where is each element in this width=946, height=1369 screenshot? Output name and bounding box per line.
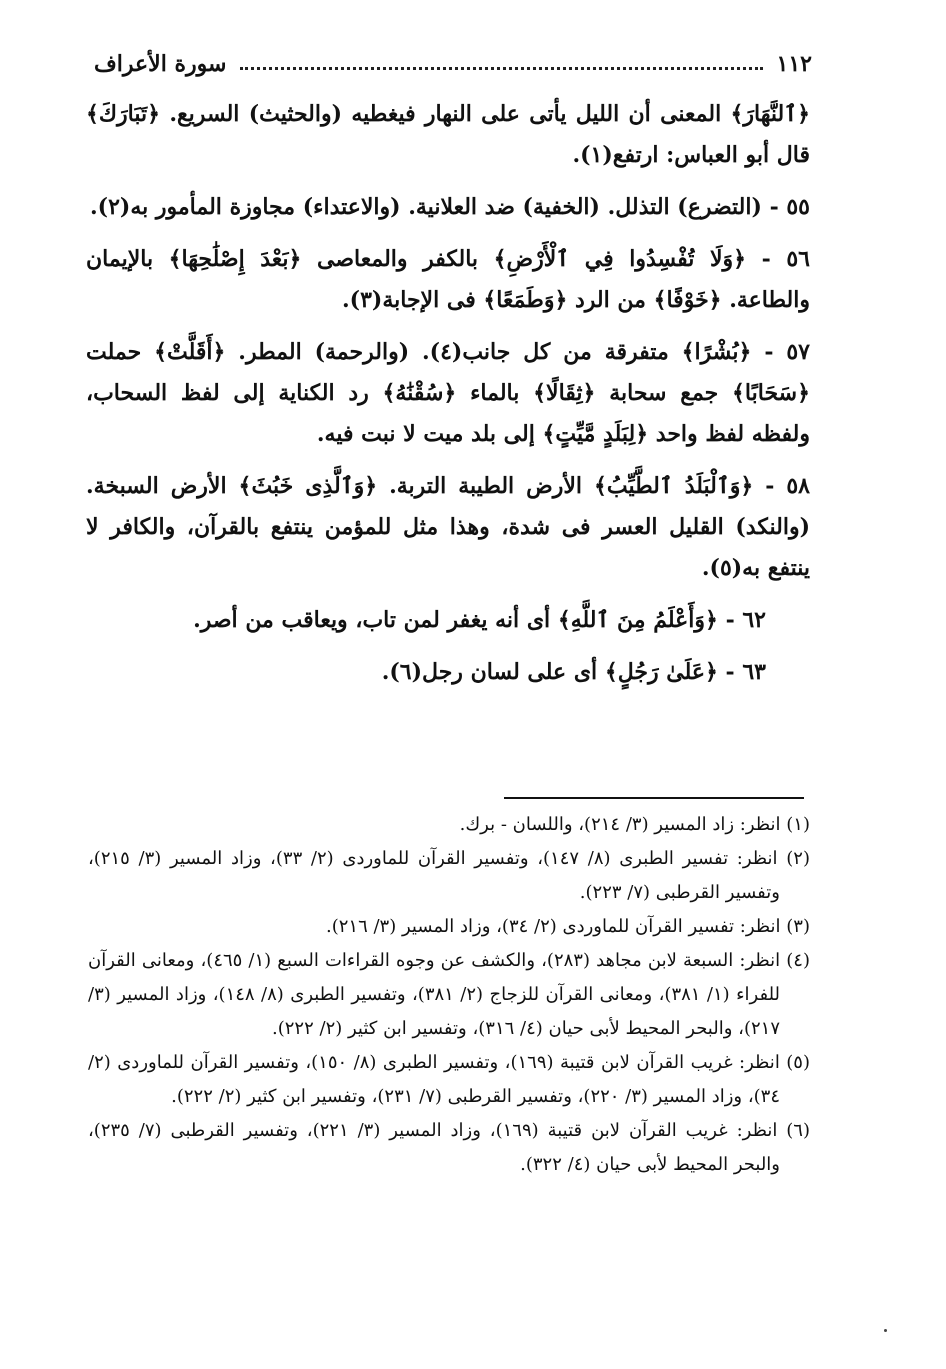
footnote-1: (١) انظر: زاد المسير (٣/ ٢١٤)، واللسان - برك. bbox=[459, 814, 810, 835]
surah-title: سورة الأعراف bbox=[94, 51, 227, 77]
main-text bbox=[86, 94, 810, 704]
page-header bbox=[94, 44, 812, 86]
page-number: ١١٢ bbox=[776, 51, 812, 77]
scan-speck bbox=[884, 1329, 887, 1332]
footnote-2: (٢) انظر: تفسير الطبرى (٨/ ١٤٧)، وتفسير القرآن للماوردى (٢/ ٣٣)، وزاد المسير (٣/ ٢١٥)، وتفسير القرطبى (٧/ ٢٢٣). bbox=[88, 848, 810, 903]
footnote-6: (٦) انظر: غريب القرآن لابن قتيبة (١٦٩)، وزاد المسير (٣/ ٢٢١)، وتفسير القرطبى (٧/ ٢٣٥)، والبحر المحيط لأبى حيان (٤/ ٣٢٢). bbox=[88, 1120, 810, 1175]
footnote-3: (٣) انظر: تفسير القرآن للماوردى (٢/ ٣٤)، وزاد المسير (٣/ ٢١٦). bbox=[325, 916, 810, 937]
paragraph-verse-63: ٦٣ - ﴿عَلَىٰ رَجُلٍ﴾ أى على لسان رجل(٦). bbox=[381, 659, 766, 685]
footnote-4: (٤) انظر: السبعة لابن مجاهد (٢٨٣)، والكشف عن وجوه القراءات السبع (١/ ٤٦٥)، ومعانى القرآن للفراء (١/ ٣٨١)، ومعانى القرآن للزجاج (٢/ ٣٨١)، وتفسير الطبرى (٨/ ١٤٨)، وزاد المسير (٣/ ٢١٧)، والبحر المحيط لأبى حيان (٤/ ٣١٦)، وتفسير ابن كثير (٢/ ٢٢٢). bbox=[88, 950, 810, 1039]
paragraph-verse-57: ٥٧ - ﴿بُشْرًا﴾ متفرقة من كل جانب(٤). (والرحمة) المطر. ﴿أَقَلَّتْ﴾ حملت ﴿سَحَابًا﴾ جمع سحابة ﴿ثِقَالًا﴾ بالماء ﴿سُقْنَٰهُ﴾ رد الكناية إلى لفظ السحاب، ولفظه لفظ واحد ﴿لِبَلَدٍ مَّيِّتٍ﴾ إلى بلد ميت لا نبت فيه. bbox=[86, 339, 810, 447]
footnote-5: (٥) انظر: غريب القرآن لابن قتيبة (١٦٩)، وتفسير الطبرى (٨/ ١٥٠)، وتفسير القرآن للماوردى (٢/ ٣٤)، وزاد المسير (٣/ ٢٢٠)، وتفسير القرطبى (٧/ ٢٣١)، وتفسير ابن كثير (٢/ ٢٢٢). bbox=[88, 1052, 810, 1107]
paragraph-verse-62: ٦٢ - ﴿وَأَعْلَمُ مِنَ ٱللَّهِ﴾ أى أنه يغفر لمن تاب، ويعاقب من أصر. bbox=[193, 607, 766, 633]
paragraph-verse-58: ٥٨ - ﴿وَٱلْبَلَدُ ٱلطَّيِّبُ﴾ الأرض الطيبة التربة. ﴿وَٱلَّذِى خَبُثَ﴾ الأرض السبخة. (والنكد) القليل العسر فى شدة، وهذا مثل للمؤمن ينتفع بالقرآن، والكافر لا ينتفع به(٥). bbox=[86, 473, 810, 581]
paragraph-verse-56: ٥٦ - ﴿وَلَا تُفْسِدُوا فِي ٱلْأَرْضِ﴾ بالكفر والمعاصى ﴿بَعْدَ إِصْلَٰحِهَا﴾ بالإيمان والطاعة. ﴿خَوْفًا﴾ من الرد ﴿وَطَمَعًا﴾ فى الإجابة(٣). bbox=[86, 246, 810, 313]
footnote-separator bbox=[504, 797, 804, 799]
paragraph-verse-55: ٥٥ - (التضرع) التذلل. (الخفية) ضد العلانية. (والاعتداء) مجاوزة المأمور به(٢). bbox=[90, 194, 810, 220]
header-dotted-leader bbox=[240, 67, 762, 70]
footnotes bbox=[88, 808, 810, 1182]
paragraph-continuation: ﴿ٱلنَّهَارَ﴾ المعنى أن الليل يأتى على النهار فيغطيه (والحثيث) السريع. ﴿تَبَارَكَ﴾ قال أبو العباس: ارتفع(١). bbox=[86, 101, 810, 168]
